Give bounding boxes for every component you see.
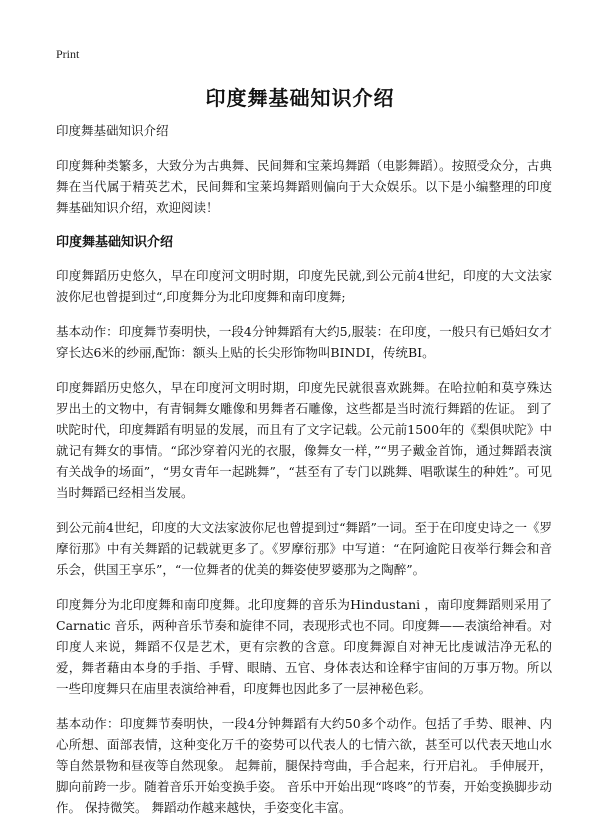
paragraph: 印度舞分为北印度舞和南印度舞。北印度舞的音乐为Hindustani ，南印度舞蹈则采用了Carnatic 音乐，两种音乐节奏和旋律不同，表现形式也不同。印度舞——表演给神看。对印度人来说，舞蹈不仅是艺术，更有宗教的含意。印度舞源自对神无比虔诚洁净无私的爱，舞者藉由本身的手指、手臂、眼睛、五官、身体表达和诠释宇宙间的万事万物。所以一些印度舞只在庙里表演给神看，印度舞也因此多了一层神秘色彩。 [56,597,552,696]
section-heading: 印度舞基础知识介绍 [56,235,174,250]
paragraph: 印度舞蹈历史悠久，早在印度河文明时期，印度先民就很喜欢跳舞。在哈拉帕和莫亨殊达罗出土的文物中，有青铜舞女雕像和男舞者石雕像，这些都是当时流行舞蹈的佐证。 到了吠陀时代，印度舞蹈有明显的发展，而且有了文字记载。公元前1500年的《梨俱吠陀》中就记有舞女的事情。“邱沙穿着闪光的衣服，像舞女一样，”“男子戴金首饰，通过舞蹈表演有关战争的场面”，“男女青年一起跳舞”，“甚至有了专门以跳舞、唱歌谋生的种姓”。可见当时舞蹈已经相当发展。 [56,380,552,500]
paragraph: 到公元前4世纪，印度的大文法家波你尼也曾提到过“舞蹈”一词。至于在印度史诗之一《罗摩衍那》中有关舞蹈的记载就更多了。《罗摩衍那》中写道：“在阿逾陀日夜举行舞会和音乐会，供国王享乐”，“一位舞者的优美的舞姿使罗婆那为之陶醉”。 [56,520,552,577]
paragraph: 基本动作：印度舞节奏明快，一段4分钟舞蹈有大约5,服装：在印度，一般只有已婚妇女才穿长达6米的纱丽,配饰：额头上贴的长尖形饰物叫BINDI，传统BI。 [56,324,552,360]
page-title: 印度舞基础知识介绍 [205,86,395,110]
article-subtitle: 印度舞基础知识介绍 [56,123,169,138]
intro-paragraph: 印度舞种类繁多，大致分为古典舞、民间舞和宝莱坞舞蹈（电影舞蹈）。按照受众分，古典舞在当代属于精英艺术，民间舞和宝莱坞舞蹈则偏向于大众娱乐。以下是小编整理的印度舞基础知识介绍，欢迎阅读！ [56,158,552,215]
paragraph: 印度舞蹈历史悠久，早在印度河文明时期，印度先民就,到公元前4世纪，印度的大文法家波你尼也曾提到过“,印度舞分为北印度舞和南印度舞; [56,268,552,304]
print-link[interactable]: Print [56,47,80,61]
paragraph: 基本动作：印度舞节奏明快，一段4分钟舞蹈有大约50多个动作。包括了手势、眼神、内心所想、面部表情，这种变化万千的姿势可以代表人的七情六欲，甚至可以代表天地山水等自然景物和昼夜等自然现象。 起舞前，腿保持弯曲，手合起来，行开启礼。 手伸展开，脚向前跨一步。随着音乐开始变换手姿。 音乐中开始出现“咚咚”的节奏，开始变换脚步动作。 保持微笑。 舞蹈动作越来越快，手姿变化丰富。 [56,716,552,815]
article-body [56,120,552,832]
